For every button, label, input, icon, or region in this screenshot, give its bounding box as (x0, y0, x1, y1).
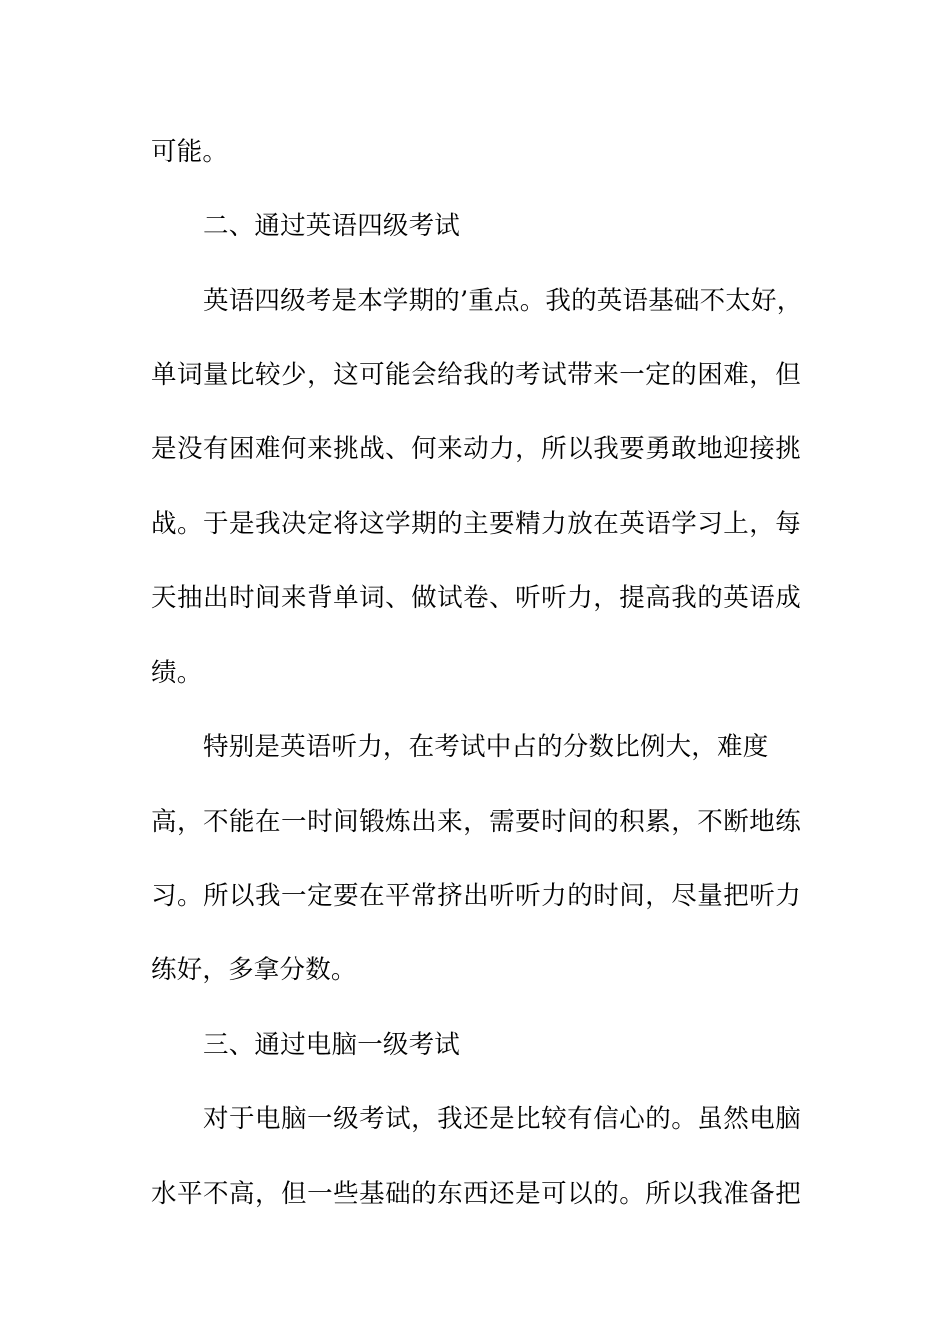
paragraph-line: 练好，多拿分数。 (151, 955, 357, 985)
paragraph-line: 天抽出时间来背单词、做试卷、听听力，提高我的英语成 (151, 583, 801, 613)
paragraph-line: 水平不高，但一些基础的东西还是可以的。所以我准备把 (151, 1179, 801, 1209)
text-line-continuation: 可能。 (151, 137, 229, 167)
section-heading-computer: 三、通过电脑一级考试 (203, 1030, 461, 1060)
paragraph-line: 高，不能在一时间锻炼出来，需要时间的积累，不断地练 (151, 807, 801, 837)
paragraph-line: 战。于是我决定将这学期的主要精力放在英语学习上，每 (151, 509, 801, 539)
paragraph-line: 绩。 (151, 658, 203, 688)
paragraph-line: 单词量比较少，这可能会给我的考试带来一定的困难，但 (151, 360, 801, 390)
paragraph-line: 特别是英语听力，在考试中占的分数比例大，难度 (203, 732, 769, 762)
paragraph-line: 习。所以我一定要在平常挤出听听力的时间，尽量把听力 (151, 881, 801, 911)
paragraph-line: 是没有困难何来挑战、何来动力，所以我要勇敢地迎接挑 (151, 434, 801, 464)
paragraph-line: 对于电脑一级考试，我还是比较有信心的。虽然电脑 (203, 1104, 801, 1134)
paragraph-line: 英语四级考是本学期的’重点。我的英语基础不太好， (203, 286, 803, 316)
section-heading-cet4: 二、通过英语四级考试 (203, 211, 461, 241)
